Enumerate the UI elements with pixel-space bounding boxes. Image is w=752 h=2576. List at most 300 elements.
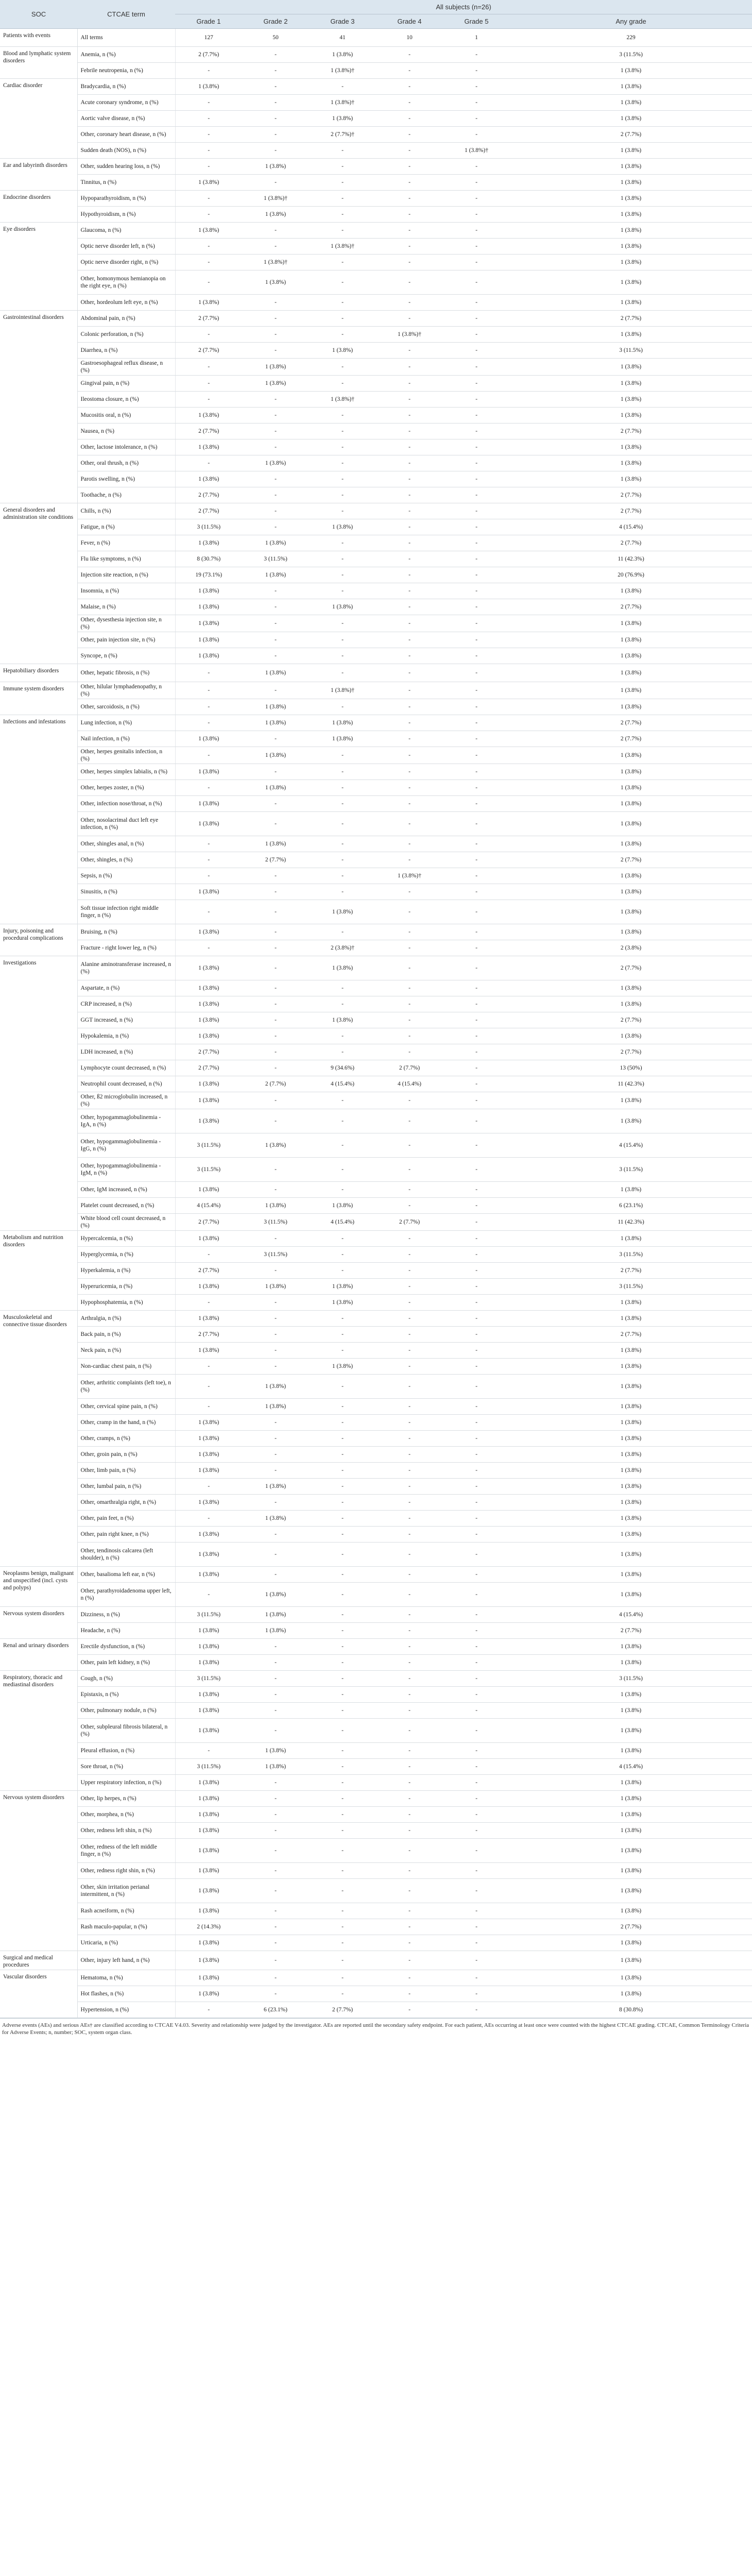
grade-3-cell: - (309, 471, 376, 487)
grade-2-cell: - (242, 583, 309, 599)
term-cell: Gingival pain, n (%) (77, 376, 175, 392)
grade-3-cell: - (309, 503, 376, 519)
grade-1-cell: 1 (3.8%) (175, 956, 242, 980)
term-cell: Toothache, n (%) (77, 487, 175, 503)
grade-5-cell: - (443, 1583, 510, 1607)
grade-3-cell: - (309, 1807, 376, 1823)
grade-5-cell: - (443, 1359, 510, 1375)
any-grade-cell: 1 (3.8%) (510, 1687, 752, 1703)
grade-2-cell: 1 (3.8%) (242, 207, 309, 223)
term-cell: Other, herpes zoster, n (%) (77, 780, 175, 796)
term-cell: Other, basalioma left ear, n (%) (77, 1567, 175, 1583)
any-grade-cell: 1 (3.8%) (510, 175, 752, 191)
grade-2-cell: - (242, 519, 309, 535)
term-cell: Epistaxis, n (%) (77, 1687, 175, 1703)
grade-2-cell: 1 (3.8%) (242, 1623, 309, 1639)
grade-4-cell: - (376, 1567, 443, 1583)
term-cell: Tinnitus, n (%) (77, 175, 175, 191)
grade-3-cell: - (309, 1263, 376, 1279)
any-grade-cell: 2 (3.8%) (510, 940, 752, 956)
grade-2-cell: - (242, 1327, 309, 1343)
grade-5-cell: - (443, 1295, 510, 1311)
header-ctcae-term: CTCAE term (77, 0, 175, 29)
soc-cell: Vascular disorders (0, 1970, 77, 2018)
grade-1-cell: - (175, 392, 242, 408)
table-row (0, 812, 752, 836)
grade-5-cell: - (443, 836, 510, 852)
any-grade-cell: 1 (3.8%) (510, 408, 752, 423)
grade-5-cell: - (443, 1639, 510, 1655)
grade-3-cell: - (309, 1791, 376, 1807)
soc-cell: Gastrointestinal disorders (0, 311, 77, 503)
term-cell: GGT increased, n (%) (77, 1012, 175, 1028)
grade-3-cell: - (309, 408, 376, 423)
grade-5-cell: - (443, 1703, 510, 1719)
any-grade-cell: 1 (3.8%) (510, 392, 752, 408)
grade-4-cell: - (376, 1607, 443, 1623)
grade-1-cell: 2 (7.7%) (175, 423, 242, 439)
grade-3-cell: - (309, 1543, 376, 1567)
grade-3-cell: - (309, 1327, 376, 1343)
term-cell: Other, oral thrush, n (%) (77, 455, 175, 471)
grade-4-cell: - (376, 191, 443, 207)
grade-5-cell: - (443, 1279, 510, 1295)
grade-2-cell: 1 (3.8%) (242, 699, 309, 715)
grade-3-cell: - (309, 1527, 376, 1543)
grade-2-cell: - (242, 940, 309, 956)
grade-4-cell: - (376, 567, 443, 583)
grade-2-cell: - (242, 1463, 309, 1479)
table-row (0, 455, 752, 471)
grade-3-cell: - (309, 535, 376, 551)
any-grade-cell: 1 (3.8%) (510, 223, 752, 239)
term-cell: Other, lip herpes, n (%) (77, 1791, 175, 1807)
table-row (0, 1060, 752, 1076)
grade-1-cell: 2 (7.7%) (175, 1214, 242, 1231)
term-cell: Other, nosolacrimal duct left eye infection, n (%) (77, 812, 175, 836)
grade-4-cell: - (376, 852, 443, 868)
any-grade-cell: 1 (3.8%) (510, 1109, 752, 1133)
term-cell: Other, redness left shin, n (%) (77, 1823, 175, 1839)
grade-5-cell: 1 (443, 29, 510, 47)
term-cell: Other, dysesthesia injection site, n (%) (77, 615, 175, 632)
any-grade-cell: 11 (42.3%) (510, 1214, 752, 1231)
grade-1-cell: - (175, 699, 242, 715)
any-grade-cell: 1 (3.8%) (510, 63, 752, 79)
grade-5-cell: - (443, 311, 510, 327)
grade-2-cell: 1 (3.8%) (242, 1479, 309, 1495)
table-row (0, 392, 752, 408)
term-cell: Ileostoma closure, n (%) (77, 392, 175, 408)
grade-5-cell: - (443, 1791, 510, 1807)
grade-5-cell: - (443, 47, 510, 63)
grade-2-cell: 1 (3.8%) (242, 159, 309, 175)
grade-2-cell: - (242, 900, 309, 924)
grade-2-cell: 1 (3.8%) (242, 780, 309, 796)
grade-2-cell: 2 (7.7%) (242, 1076, 309, 1092)
table-row (0, 1109, 752, 1133)
term-cell: Other, hypogammaglobulinemia - IgM, n (%) (77, 1158, 175, 1182)
table-row (0, 503, 752, 519)
grade-4-cell: - (376, 1279, 443, 1295)
any-grade-cell: 1 (3.8%) (510, 884, 752, 900)
grade-3-cell: - (309, 1879, 376, 1903)
table-row (0, 836, 752, 852)
term-cell: Hypertension, n (%) (77, 2002, 175, 2018)
grade-1-cell: 1 (3.8%) (175, 1687, 242, 1703)
grade-5-cell: - (443, 1463, 510, 1479)
grade-2-cell: - (242, 1791, 309, 1807)
term-cell: Bradycardia, n (%) (77, 79, 175, 95)
grade-2-cell: - (242, 1012, 309, 1028)
grade-5-cell: - (443, 1671, 510, 1687)
term-cell: Hot flashes, n (%) (77, 1986, 175, 2002)
any-grade-cell: 1 (3.8%) (510, 1028, 752, 1044)
grade-2-cell: 50 (242, 29, 309, 47)
grade-1-cell: 1 (3.8%) (175, 1463, 242, 1479)
grade-1-cell: 1 (3.8%) (175, 1986, 242, 2002)
term-cell: Other, sarcoidosis, n (%) (77, 699, 175, 715)
header-grade-3: Grade 3 (309, 14, 376, 29)
grade-3-cell: - (309, 980, 376, 996)
term-cell: Erectile dysfunction, n (%) (77, 1639, 175, 1655)
term-cell: Other, shingles, n (%) (77, 852, 175, 868)
grade-4-cell: - (376, 535, 443, 551)
any-grade-cell: 2 (7.7%) (510, 1044, 752, 1060)
grade-3-cell: - (309, 1719, 376, 1743)
any-grade-cell: 4 (15.4%) (510, 519, 752, 535)
grade-3-cell: - (309, 648, 376, 664)
grade-1-cell: 1 (3.8%) (175, 583, 242, 599)
grade-3-cell: - (309, 1839, 376, 1863)
grade-4-cell: - (376, 255, 443, 270)
grade-3-cell: - (309, 780, 376, 796)
grade-3-cell: - (309, 1935, 376, 1951)
table-row (0, 583, 752, 599)
any-grade-cell: 1 (3.8%) (510, 376, 752, 392)
term-cell: Hypothyroidism, n (%) (77, 207, 175, 223)
grade-2-cell: - (242, 423, 309, 439)
grade-5-cell: - (443, 1133, 510, 1158)
any-grade-cell: 4 (15.4%) (510, 1759, 752, 1775)
grade-3-cell: - (309, 207, 376, 223)
grade-1-cell: 1 (3.8%) (175, 1431, 242, 1447)
grade-1-cell: - (175, 111, 242, 127)
grade-3-cell: 4 (15.4%) (309, 1214, 376, 1231)
table-row (0, 996, 752, 1012)
grade-5-cell: - (443, 239, 510, 255)
term-cell: Neutrophil count decreased, n (%) (77, 1076, 175, 1092)
grade-3-cell: - (309, 223, 376, 239)
soc-cell: Infections and infestations (0, 715, 77, 924)
any-grade-cell: 3 (11.5%) (510, 47, 752, 63)
grade-1-cell: 3 (11.5%) (175, 1133, 242, 1158)
grade-5-cell: - (443, 1743, 510, 1759)
term-cell: Glaucoma, n (%) (77, 223, 175, 239)
term-cell: Optic nerve disorder left, n (%) (77, 239, 175, 255)
grade-4-cell: - (376, 1495, 443, 1511)
grade-3-cell: - (309, 1044, 376, 1060)
any-grade-cell: 1 (3.8%) (510, 1511, 752, 1527)
grade-3-cell: - (309, 852, 376, 868)
grade-2-cell: 3 (11.5%) (242, 1214, 309, 1231)
grade-2-cell: - (242, 632, 309, 648)
grade-1-cell: - (175, 270, 242, 295)
grade-3-cell: - (309, 812, 376, 836)
grade-2-cell: - (242, 239, 309, 255)
grade-2-cell: - (242, 1295, 309, 1311)
grade-4-cell: - (376, 1807, 443, 1823)
grade-5-cell: - (443, 1903, 510, 1919)
any-grade-cell: 1 (3.8%) (510, 812, 752, 836)
term-cell: Colonic perforation, n (%) (77, 327, 175, 343)
any-grade-cell: 1 (3.8%) (510, 1343, 752, 1359)
grade-1-cell: 1 (3.8%) (175, 1863, 242, 1879)
grade-5-cell: - (443, 615, 510, 632)
grade-2-cell: - (242, 868, 309, 884)
any-grade-cell: 1 (3.8%) (510, 1182, 752, 1198)
grade-5-cell: - (443, 1543, 510, 1567)
table-row (0, 1359, 752, 1375)
soc-cell: Ear and labyrinth disorders (0, 159, 77, 191)
grade-1-cell: 3 (11.5%) (175, 1671, 242, 1687)
any-grade-cell: 1 (3.8%) (510, 191, 752, 207)
term-cell: Other, limb pain, n (%) (77, 1463, 175, 1479)
grade-2-cell: 1 (3.8%) (242, 535, 309, 551)
grade-1-cell: - (175, 1295, 242, 1311)
grade-3-cell: 41 (309, 29, 376, 47)
grade-1-cell: - (175, 940, 242, 956)
any-grade-cell: 8 (30.8%) (510, 2002, 752, 2018)
grade-1-cell: - (175, 1479, 242, 1495)
grade-2-cell: 1 (3.8%) (242, 455, 309, 471)
grade-3-cell: - (309, 615, 376, 632)
any-grade-cell: 1 (3.8%) (510, 664, 752, 682)
table-row (0, 2002, 752, 2018)
grade-5-cell: - (443, 1447, 510, 1463)
table-row (0, 1343, 752, 1359)
soc-cell: Nervous system disorders (0, 1607, 77, 1639)
grade-3-cell: - (309, 699, 376, 715)
grade-3-cell: - (309, 1671, 376, 1687)
any-grade-cell: 1 (3.8%) (510, 1495, 752, 1511)
grade-4-cell: - (376, 980, 443, 996)
grade-5-cell: - (443, 1012, 510, 1028)
term-cell: Other, groin pain, n (%) (77, 1447, 175, 1463)
term-cell: Injection site reaction, n (%) (77, 567, 175, 583)
grade-2-cell: - (242, 311, 309, 327)
grade-1-cell: - (175, 255, 242, 270)
table-row (0, 311, 752, 327)
table-row (0, 471, 752, 487)
grade-5-cell: - (443, 327, 510, 343)
term-cell: Mucositis oral, n (%) (77, 408, 175, 423)
grade-4-cell: - (376, 1028, 443, 1044)
any-grade-cell: 1 (3.8%) (510, 1743, 752, 1759)
grade-2-cell: - (242, 1935, 309, 1951)
grade-4-cell: - (376, 1158, 443, 1182)
table-row (0, 1719, 752, 1743)
grade-5-cell: - (443, 1719, 510, 1743)
grade-2-cell: - (242, 63, 309, 79)
any-grade-cell: 1 (3.8%) (510, 207, 752, 223)
grade-2-cell: - (242, 764, 309, 780)
grade-5-cell: - (443, 455, 510, 471)
table-row (0, 295, 752, 311)
table-row (0, 747, 752, 764)
grade-4-cell: - (376, 812, 443, 836)
table-footnote: Adverse events (AEs) and serious AEs† are classified according to CTCAE V4.03. Severity and relationship were judged by the investigator. AEs are reported until the secondary safety endpoint. For each patient, AEs occurring at least once were counted with the highest CTCAE grading. CTCAE, Common Terminology Criteria for Adverse Events; n, number; SOC, system organ class. (0, 2018, 752, 2039)
grade-3-cell: - (309, 1511, 376, 1527)
grade-4-cell: - (376, 503, 443, 519)
grade-4-cell: - (376, 1447, 443, 1463)
grade-1-cell: - (175, 664, 242, 682)
soc-cell: Musculoskeletal and connective tissue disorders (0, 1311, 77, 1567)
grade-3-cell: - (309, 632, 376, 648)
grade-2-cell: - (242, 79, 309, 95)
grade-1-cell: - (175, 127, 242, 143)
grade-5-cell: - (443, 423, 510, 439)
table-row (0, 1495, 752, 1511)
grade-5-cell: - (443, 1839, 510, 1863)
term-cell: Other, hilular lymphadenopathy, n (%) (77, 682, 175, 699)
any-grade-cell: 1 (3.8%) (510, 1903, 752, 1919)
any-grade-cell: 4 (15.4%) (510, 1607, 752, 1623)
grade-1-cell: 1 (3.8%) (175, 884, 242, 900)
grade-3-cell: - (309, 1399, 376, 1415)
table-row (0, 852, 752, 868)
grade-4-cell: - (376, 1182, 443, 1198)
table-row (0, 699, 752, 715)
grade-1-cell: - (175, 682, 242, 699)
grade-4-cell: - (376, 780, 443, 796)
grade-5-cell: - (443, 868, 510, 884)
grade-4-cell: - (376, 664, 443, 682)
table-row (0, 1703, 752, 1719)
soc-cell: Eye disorders (0, 223, 77, 311)
grade-3-cell: - (309, 487, 376, 503)
term-cell: Rash acneiform, n (%) (77, 1903, 175, 1919)
grade-4-cell: - (376, 615, 443, 632)
table-row (0, 1028, 752, 1044)
term-cell: Other, hordeolum left eye, n (%) (77, 295, 175, 311)
grade-5-cell: - (443, 79, 510, 95)
grade-5-cell: - (443, 191, 510, 207)
grade-1-cell: - (175, 207, 242, 223)
grade-1-cell: - (175, 455, 242, 471)
grade-2-cell: - (242, 1311, 309, 1327)
any-grade-cell: 1 (3.8%) (510, 1775, 752, 1791)
any-grade-cell: 3 (11.5%) (510, 1247, 752, 1263)
any-grade-cell: 11 (42.3%) (510, 551, 752, 567)
grade-2-cell: - (242, 1431, 309, 1447)
any-grade-cell: 2 (7.7%) (510, 423, 752, 439)
grade-5-cell: - (443, 1311, 510, 1327)
grade-2-cell: - (242, 1951, 309, 1970)
table-row (0, 95, 752, 111)
grade-1-cell: 1 (3.8%) (175, 1182, 242, 1198)
grade-4-cell: - (376, 632, 443, 648)
any-grade-cell: 1 (3.8%) (510, 1295, 752, 1311)
soc-cell: Surgical and medical procedures (0, 1951, 77, 1970)
grade-4-cell: - (376, 1247, 443, 1263)
grade-2-cell: - (242, 439, 309, 455)
table-row (0, 1263, 752, 1279)
grade-5-cell: - (443, 535, 510, 551)
table-row (0, 1639, 752, 1655)
grade-1-cell: 1 (3.8%) (175, 1012, 242, 1028)
grade-5-cell: - (443, 2002, 510, 2018)
term-cell: Parotis swelling, n (%) (77, 471, 175, 487)
term-cell: Other, hypogammaglobulinemia - IgG, n (%) (77, 1133, 175, 1158)
grade-2-cell: 1 (3.8%) (242, 1743, 309, 1759)
term-cell: Other, cervical spine pain, n (%) (77, 1399, 175, 1415)
grade-1-cell: 2 (7.7%) (175, 47, 242, 63)
grade-1-cell: 2 (14.3%) (175, 1919, 242, 1935)
grade-3-cell: - (309, 583, 376, 599)
grade-4-cell: - (376, 95, 443, 111)
any-grade-cell: 1 (3.8%) (510, 1431, 752, 1447)
grade-3-cell: - (309, 551, 376, 567)
grade-5-cell: - (443, 682, 510, 699)
term-cell: Anemia, n (%) (77, 47, 175, 63)
grade-2-cell: 1 (3.8%) (242, 567, 309, 583)
grade-2-cell: - (242, 682, 309, 699)
grade-4-cell: - (376, 1759, 443, 1775)
table-row (0, 900, 752, 924)
grade-4-cell: - (376, 223, 443, 239)
grade-1-cell: 1 (3.8%) (175, 796, 242, 812)
any-grade-cell: 1 (3.8%) (510, 1479, 752, 1495)
soc-cell: Respiratory, thoracic and mediastinal disorders (0, 1671, 77, 1791)
grade-2-cell: - (242, 1807, 309, 1823)
grade-2-cell: - (242, 1158, 309, 1182)
table-row (0, 615, 752, 632)
grade-2-cell: 1 (3.8%) (242, 747, 309, 764)
grade-5-cell: - (443, 1655, 510, 1671)
grade-4-cell: - (376, 682, 443, 699)
any-grade-cell: 1 (3.8%) (510, 764, 752, 780)
grade-1-cell: 3 (11.5%) (175, 1759, 242, 1775)
grade-4-cell: - (376, 1109, 443, 1133)
term-cell: Malaise, n (%) (77, 599, 175, 615)
grade-3-cell: - (309, 255, 376, 270)
grade-2-cell: 1 (3.8%) (242, 1583, 309, 1607)
grade-2-cell: - (242, 143, 309, 159)
any-grade-cell: 11 (42.3%) (510, 1076, 752, 1092)
table-row (0, 1743, 752, 1759)
grade-1-cell: 1 (3.8%) (175, 439, 242, 455)
grade-3-cell: 1 (3.8%)† (309, 239, 376, 255)
grade-1-cell: - (175, 868, 242, 884)
grade-5-cell: - (443, 1214, 510, 1231)
term-cell: Hypophosphatemia, n (%) (77, 1295, 175, 1311)
grade-3-cell: - (309, 884, 376, 900)
any-grade-cell: 1 (3.8%) (510, 747, 752, 764)
term-cell: Other, pain right knee, n (%) (77, 1527, 175, 1543)
grade-3-cell: 1 (3.8%)† (309, 392, 376, 408)
grade-3-cell: - (309, 376, 376, 392)
table-row (0, 780, 752, 796)
grade-4-cell: - (376, 519, 443, 535)
table-row (0, 940, 752, 956)
grade-5-cell: - (443, 567, 510, 583)
table-row (0, 111, 752, 127)
term-cell: Hypercalcemia, n (%) (77, 1231, 175, 1247)
grade-2-cell: - (242, 175, 309, 191)
term-cell: Nausea, n (%) (77, 423, 175, 439)
grade-3-cell: - (309, 1970, 376, 1986)
